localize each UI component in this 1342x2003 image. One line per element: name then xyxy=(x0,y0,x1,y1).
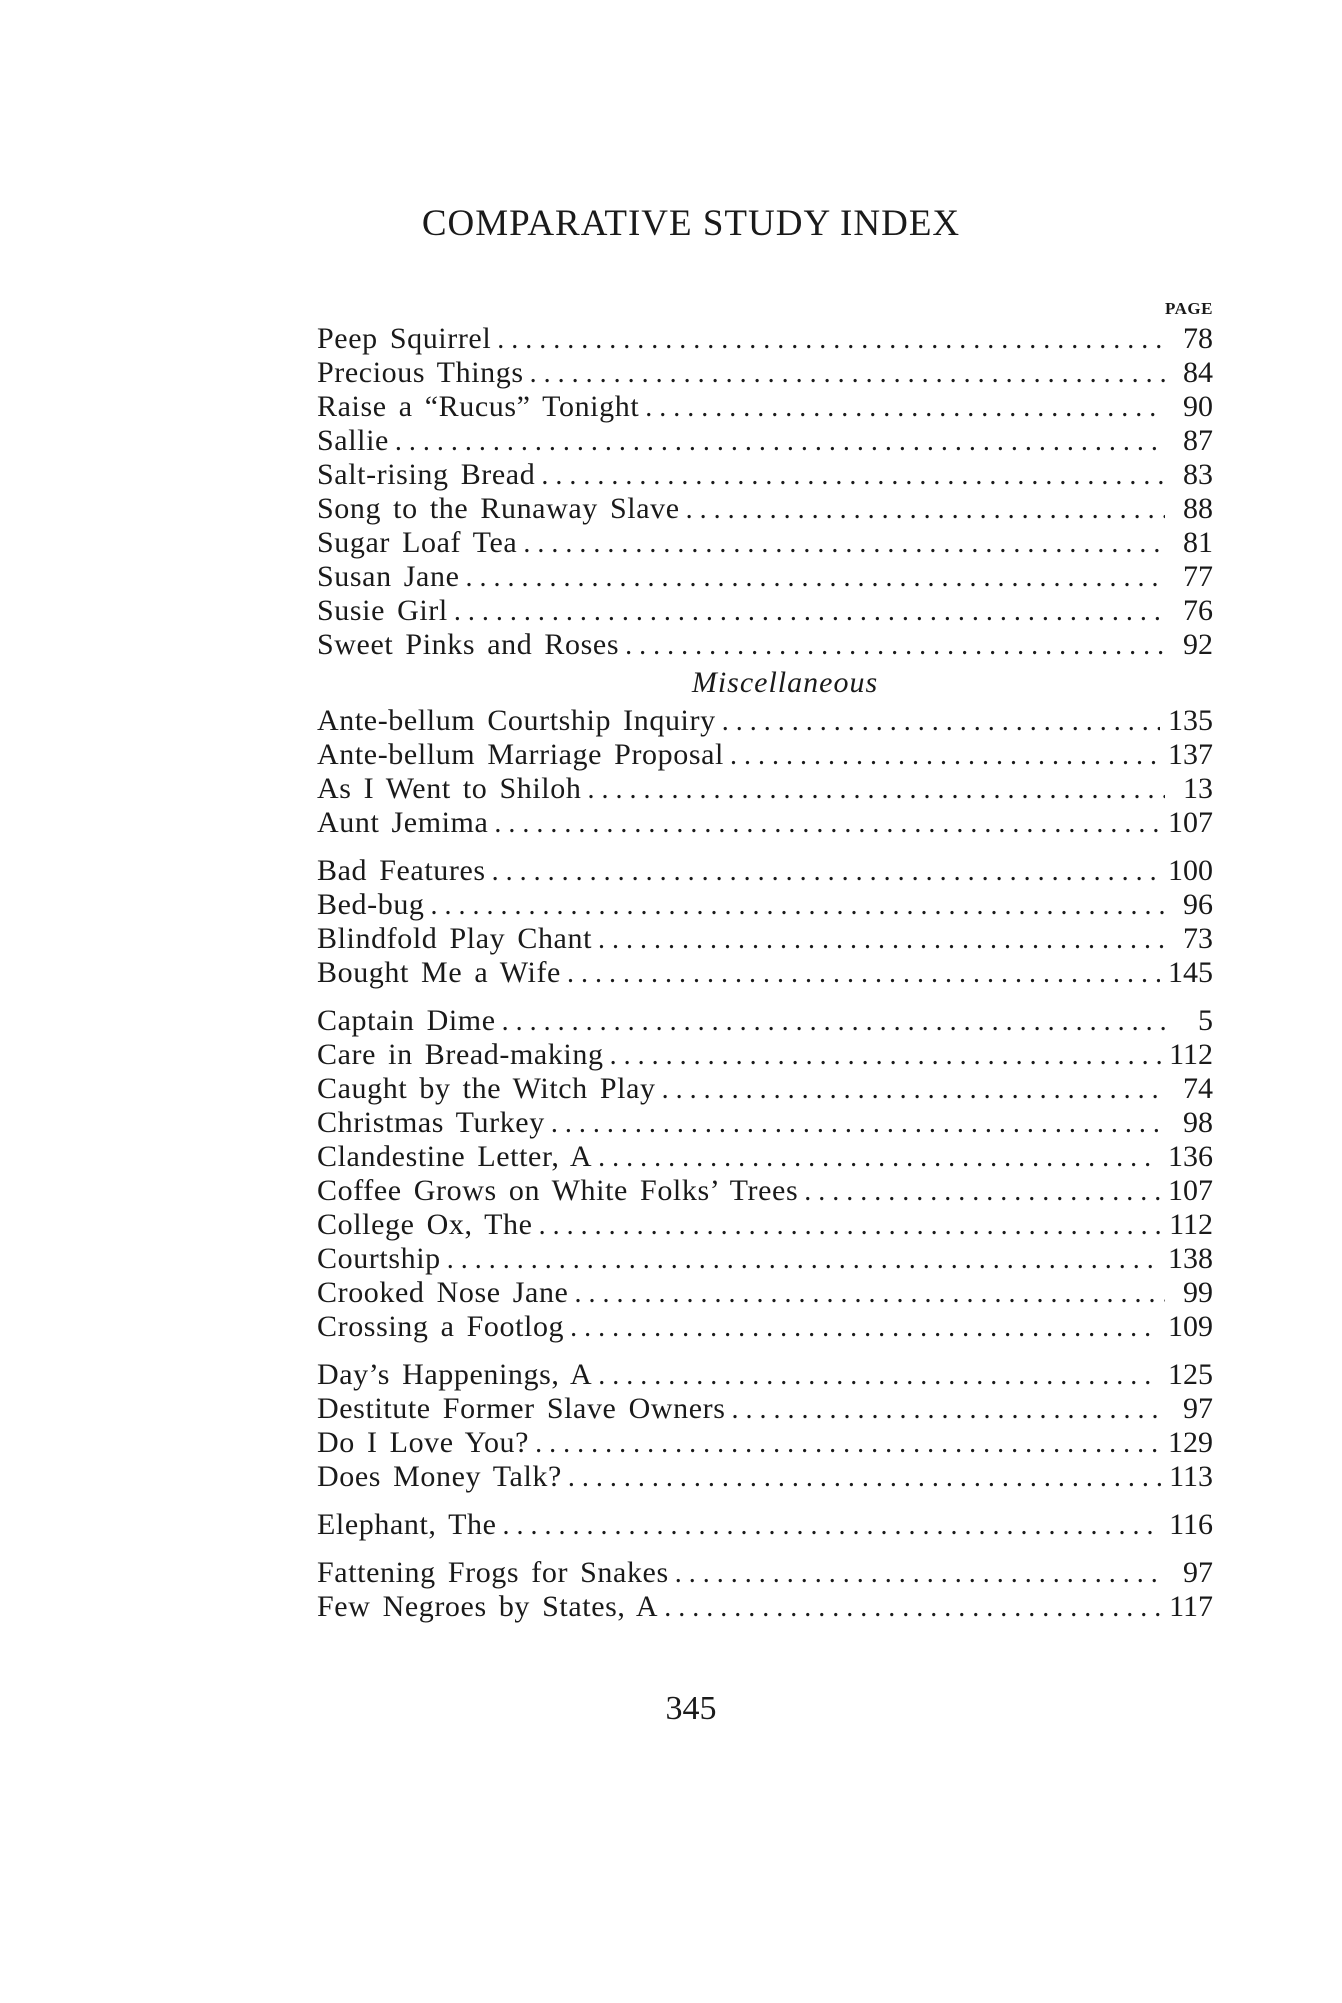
dot-leader xyxy=(530,357,1165,391)
entry-page: 96 xyxy=(1183,888,1213,921)
entry-page: 116 xyxy=(1169,1508,1213,1541)
entry-title: Coffee Grows on White Folks’ Trees xyxy=(317,1174,799,1207)
entry-title: Destitute Former Slave Owners xyxy=(317,1392,726,1425)
dot-leader xyxy=(502,1005,1165,1039)
dot-leader xyxy=(568,1461,1161,1495)
entry-title: Care in Bread-making xyxy=(317,1038,604,1071)
entry-title: Susie Girl xyxy=(317,594,448,627)
entry-title: Peep Squirrel xyxy=(317,322,492,355)
index-entry xyxy=(317,492,1213,526)
dot-leader xyxy=(804,1175,1160,1209)
entry-title: Blindfold Play Chant xyxy=(317,922,592,955)
page-title: COMPARATIVE STUDY INDEX xyxy=(421,203,961,244)
entry-title: Few Negroes by States, A xyxy=(317,1590,659,1623)
index-entry xyxy=(317,594,1213,628)
entry-page: 84 xyxy=(1183,356,1213,389)
dot-leader xyxy=(431,889,1165,923)
index-entry xyxy=(317,356,1213,390)
entry-page: 109 xyxy=(1168,1310,1213,1343)
entry-title: Crooked Nose Jane xyxy=(317,1276,569,1309)
entry-title: Raise a “Rucus” Tonight xyxy=(317,390,640,423)
dot-leader xyxy=(664,1591,1161,1625)
section-heading-miscellaneous: Miscellaneous xyxy=(691,666,879,699)
entry-page: 136 xyxy=(1168,1140,1213,1173)
index-entry xyxy=(317,1392,1213,1426)
index-entry xyxy=(317,424,1213,458)
index-entry xyxy=(317,1242,1213,1276)
dot-leader xyxy=(730,739,1160,773)
index-entry xyxy=(317,922,1213,956)
dot-leader xyxy=(454,595,1165,629)
dot-leader xyxy=(541,459,1165,493)
entry-page: 107 xyxy=(1168,806,1213,839)
dot-leader xyxy=(722,705,1160,739)
entry-page: 112 xyxy=(1169,1038,1213,1071)
dot-leader xyxy=(598,1359,1160,1393)
entry-title: Fattening Frogs for Snakes xyxy=(317,1556,669,1589)
dot-leader xyxy=(539,1209,1162,1243)
dot-leader xyxy=(675,1557,1165,1591)
index-entry xyxy=(317,1276,1213,1310)
dot-leader xyxy=(523,527,1165,561)
dot-leader xyxy=(610,1039,1162,1073)
entry-title: Crossing a Footlog xyxy=(317,1310,565,1343)
index-entry xyxy=(317,704,1213,738)
index-entry xyxy=(317,1590,1213,1624)
entry-title: Ante-bellum Marriage Proposal xyxy=(317,738,724,771)
dot-leader xyxy=(598,1141,1160,1175)
index-entry xyxy=(317,628,1213,662)
entry-title: Song to the Runaway Slave xyxy=(317,492,680,525)
index-entry xyxy=(317,806,1213,840)
dot-leader xyxy=(574,1277,1165,1311)
index-entry xyxy=(317,738,1213,772)
entry-title: Bed-bug xyxy=(317,888,425,921)
entry-title: Elephant, The xyxy=(317,1508,497,1541)
dot-leader xyxy=(535,1427,1160,1461)
entry-title: Salt-rising Bread xyxy=(317,458,536,491)
entry-title: Caught by the Witch Play xyxy=(317,1072,656,1105)
dot-leader xyxy=(551,1107,1165,1141)
dot-leader xyxy=(598,923,1165,957)
entry-page: 100 xyxy=(1168,854,1213,887)
index-entry xyxy=(317,772,1213,806)
entry-title: Courtship xyxy=(317,1242,441,1275)
dot-leader xyxy=(567,957,1160,991)
index-entry xyxy=(317,560,1213,594)
dot-leader xyxy=(645,391,1165,425)
entry-title: Bad Features xyxy=(317,854,486,887)
entry-page: 83 xyxy=(1183,458,1213,491)
entry-title: Day’s Happenings, A xyxy=(317,1358,593,1391)
entry-title: Bought Me a Wife xyxy=(317,956,561,989)
entry-page: 81 xyxy=(1183,526,1213,559)
entry-page: 97 xyxy=(1183,1556,1213,1589)
entry-page: 97 xyxy=(1183,1392,1213,1425)
entry-page: 90 xyxy=(1183,390,1213,423)
entry-page: 5 xyxy=(1198,1004,1213,1037)
entry-title: Ante-bellum Courtship Inquiry xyxy=(317,704,716,737)
index-entry xyxy=(317,322,1213,356)
index-entry xyxy=(317,1460,1213,1494)
page-number: 345 xyxy=(665,1690,717,1727)
dot-leader xyxy=(732,1393,1166,1427)
index-entry xyxy=(317,458,1213,492)
entry-page: 145 xyxy=(1168,956,1213,989)
entry-page: 73 xyxy=(1183,922,1213,955)
dot-leader xyxy=(570,1311,1160,1345)
index-entry xyxy=(317,888,1213,922)
index-entry xyxy=(317,1072,1213,1106)
entry-title: Christmas Turkey xyxy=(317,1106,545,1139)
index-entry xyxy=(317,854,1213,888)
entry-title: Sallie xyxy=(317,424,389,457)
index-entry xyxy=(317,390,1213,424)
entry-title: Clandestine Letter, A xyxy=(317,1140,593,1173)
dot-leader xyxy=(494,807,1160,841)
entry-page: 135 xyxy=(1168,704,1213,737)
dot-leader xyxy=(447,1243,1160,1277)
entry-title: Captain Dime xyxy=(317,1004,496,1037)
entry-page: 88 xyxy=(1183,492,1213,525)
entry-title: Do I Love You? xyxy=(317,1426,530,1459)
entry-title: Aunt Jemima xyxy=(317,806,489,839)
entry-page: 138 xyxy=(1168,1242,1213,1275)
entry-title: Precious Things xyxy=(317,356,524,389)
entry-title: College Ox, The xyxy=(317,1208,533,1241)
entry-page: 87 xyxy=(1183,424,1213,457)
index-entry xyxy=(317,1208,1213,1242)
entry-title: Sugar Loaf Tea xyxy=(317,526,518,559)
entry-page: 99 xyxy=(1183,1276,1213,1309)
dot-leader xyxy=(587,773,1165,807)
entry-page: 113 xyxy=(1169,1460,1213,1493)
entry-page: 74 xyxy=(1183,1072,1213,1105)
index-entry xyxy=(317,526,1213,560)
entry-page: 77 xyxy=(1183,560,1213,593)
index-entry xyxy=(317,1358,1213,1392)
entry-title: Sweet Pinks and Roses xyxy=(317,628,620,661)
entry-title: As I Went to Shiloh xyxy=(317,772,582,805)
dot-leader xyxy=(465,561,1165,595)
dot-leader xyxy=(492,855,1160,889)
entry-page: 125 xyxy=(1168,1358,1213,1391)
index-entry xyxy=(317,1556,1213,1590)
entry-page: 78 xyxy=(1183,322,1213,355)
entry-page: 107 xyxy=(1168,1174,1213,1207)
index-list xyxy=(317,322,1213,1624)
index-entry xyxy=(317,956,1213,990)
index-entry xyxy=(317,1038,1213,1072)
page-column-header: PAGE xyxy=(1165,299,1213,318)
dot-leader xyxy=(625,629,1165,663)
entry-title: Does Money Talk? xyxy=(317,1460,562,1493)
index-entry xyxy=(317,1174,1213,1208)
index-entry xyxy=(317,1106,1213,1140)
index-entry xyxy=(317,1004,1213,1038)
index-entry xyxy=(317,1140,1213,1174)
index-entry xyxy=(317,1426,1213,1460)
dot-leader xyxy=(395,425,1165,459)
entry-page: 117 xyxy=(1169,1590,1213,1623)
entry-page: 92 xyxy=(1183,628,1213,661)
entry-page: 137 xyxy=(1168,738,1213,771)
dot-leader xyxy=(662,1073,1165,1107)
dot-leader xyxy=(686,493,1165,527)
index-entry xyxy=(317,1310,1213,1344)
entry-page: 13 xyxy=(1183,772,1213,805)
entry-page: 98 xyxy=(1183,1106,1213,1139)
index-entry xyxy=(317,1508,1213,1542)
dot-leader xyxy=(503,1509,1162,1543)
entry-page: 129 xyxy=(1168,1426,1213,1459)
entry-page: 76 xyxy=(1183,594,1213,627)
dot-leader xyxy=(497,323,1165,357)
entry-title: Susan Jane xyxy=(317,560,460,593)
entry-page: 112 xyxy=(1169,1208,1213,1241)
